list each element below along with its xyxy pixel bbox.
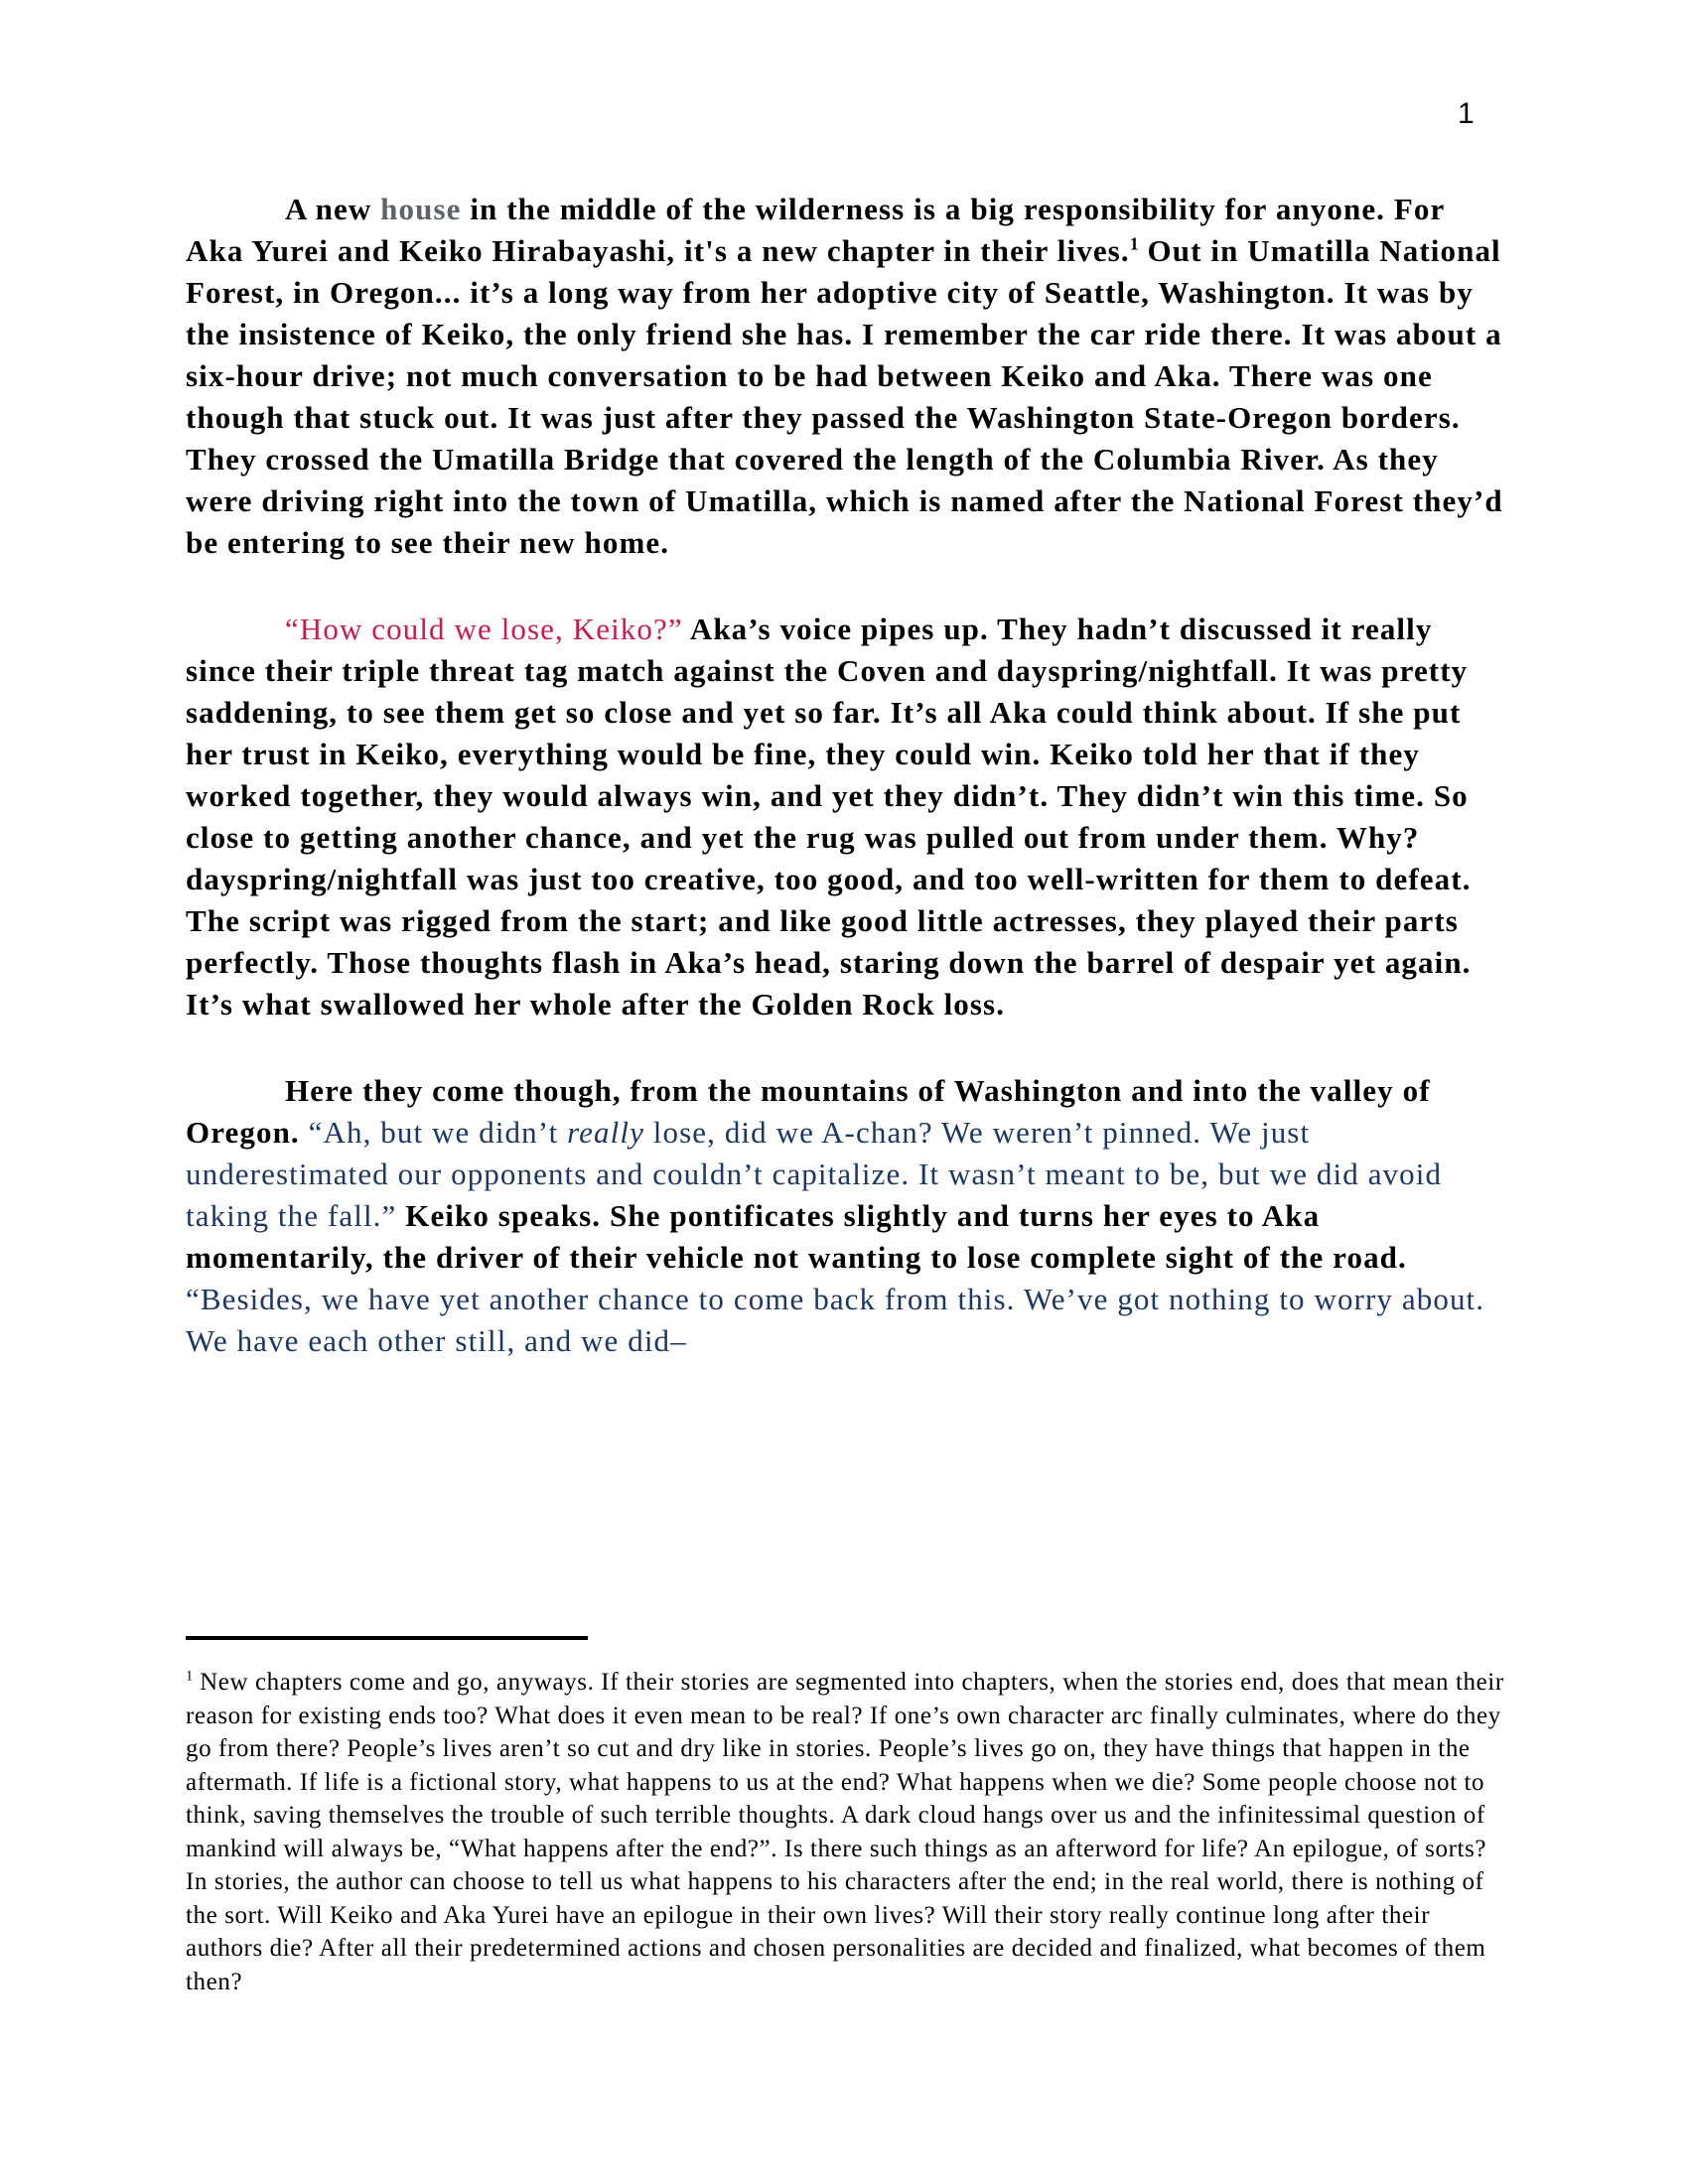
page-number: 1 [1458,97,1475,130]
paragraph-2-text: Aka’s voice pipes up. They hadn’t discussed it really since their triple threat tag match against the Coven and dayspring/nightfall. It was pretty saddening, to see them get so close and yet so far. It’s all Aka could think about. If she put her trust in Keiko, everything would be fine, they could win. Keiko told her that if they worked together, they would always win, and yet they didn’t. They didn’t win this time. So close to getting another chance, and yet the rug was pulled out from under them. Why? dayspring/nightfall was just too creative, too good, and too well-written for them to defeat. The script was rigged from the start; and like good little actresses, they played their parts perfectly. Those thoughts flash in Aka’s head, staring down the barrel of despair yet again. It’s what swallowed her whole after the Golden Rock loss. [186,612,1472,1022]
document-body [186,189,1506,1407]
footnote-section [186,1636,1506,1998]
footnote-1 [186,1666,1506,1998]
keiko-dialogue-1-part-b: lose, did we A-chan? We weren’t pinned. We just underestimated our opponents and couldn’t capitalize. It wasn’t meant to be, but we did avoid taking the fall.” [186,1115,1443,1233]
paragraph-1 [186,189,1506,564]
paragraph-3-mid: Keiko speaks. She pontificates slightly and turns her eyes to Aka momentarily, the driver of their vehicle not wanting to lose complete sight of the road. [186,1198,1407,1275]
house-colored-word: house [380,192,462,226]
footnote-reference-1: 1 [1129,233,1139,254]
keiko-dialogue-1-italic-word: really [567,1115,644,1150]
keiko-dialogue-2: “Besides, we have yet another chance to come back from this. We’ve got nothing to worry about. We have each other still, and we did– [186,1282,1485,1358]
red-dialogue-quote: “How could we lose, Keiko?” [285,612,683,646]
paragraph-1-text-a: A new [285,192,381,226]
keiko-dialogue-1-part-a: “Ah, but we didn’t [308,1115,568,1150]
paragraph-2 [186,609,1506,1025]
footnote-1-text: New chapters come and go, anyways. If their stories are segmented into chapters, when the stories end, does that mean their reason for existing ends too? What does it even mean to be real? If one’s own character arc finally culminates, where do they go from there? People’s lives aren’t so cut and dry like in stories. People’s lives go on, they have things that happen in the aftermath. If life is a fictional story, what happens to us at the end? What happens when we die? Some people choose not to think, saving themselves the trouble of such terrible thoughts. A dark cloud hangs over us and the infinitessimal question of mankind will always be, “What happens after the end?”. Is there such things as an afterword for life? An epilogue, of sorts? In stories, the author can choose to tell us what happens to his characters after the end; in the real world, there is nothing of the sort. Will Keiko and Aka Yurei have an epilogue in their own lives? Will their story really continue long after their authors die? After all their predetermined actions and chosen personalities are decided and finalized, what becomes of them then? [186,1669,1504,1995]
footnote-separator-line [186,1636,588,1640]
paragraph-3-intro: Here they come though, from the mountains of Washington and into the valley of Oregon. [186,1073,1431,1150]
paragraph-1-text-b: in the middle of the wilderness is a big responsibility for anyone. For Aka Yurei and Keiko Hirabayashi, it's a new chapter in their lives. [186,192,1445,268]
paragraph-1-text-c: Out in Umatilla National Forest, in Oregon... it’s a long way from her adoptive city of Seattle, Washington. It was by the insistence of Keiko, the only friend she has. I remember the car ride there. It was about a six-hour drive; not much conversation to be had between Keiko and Aka. There was one though that stuck out. It was just after they passed the Washington State-Oregon borders. They crossed the Umatilla Bridge that covered the length of the Columbia River. As they were driving right into the town of Umatilla, which is named after the National Forest they’d be entering to see their new home. [186,233,1503,560]
paragraph-3 [186,1070,1506,1362]
footnote-1-marker: 1 [186,1668,194,1685]
